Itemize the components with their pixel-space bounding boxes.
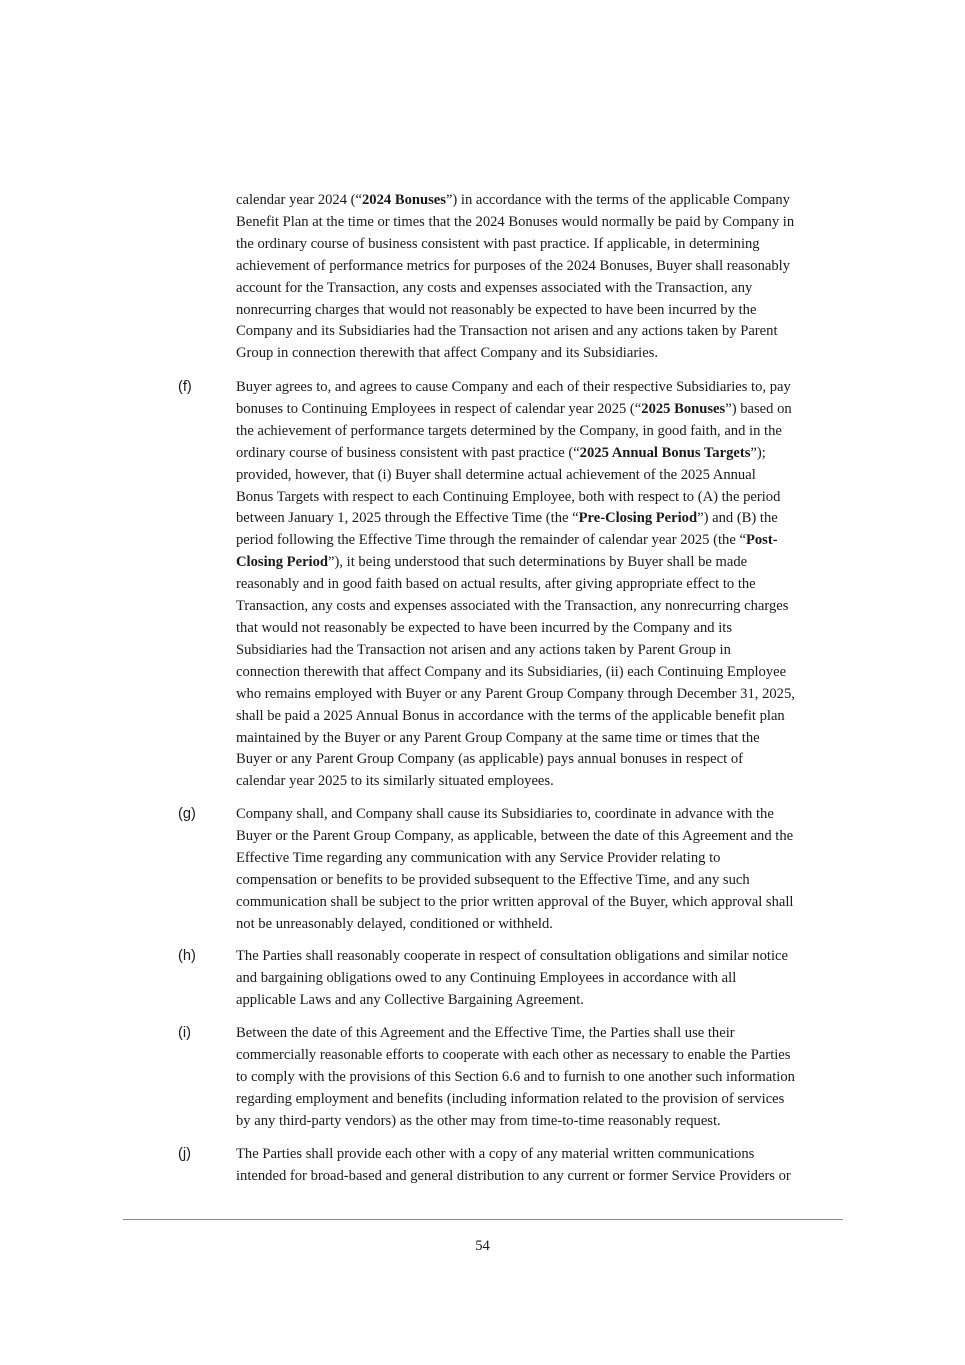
text-run: regarding employment and benefits (including information related to the provision of services xyxy=(236,1090,785,1107)
text-line xyxy=(236,465,842,487)
text-run: account for the Transaction, any costs and expenses associated with the Transaction, any xyxy=(236,279,753,296)
defined-term: Pre-Closing Period xyxy=(578,510,698,527)
text-run: Company shall, and Company shall cause its Subsidiaries to, coordinate in advance with the xyxy=(236,806,774,822)
text-run: The Parties shall reasonably cooperate in respect of consultation obligations and similar notice xyxy=(236,948,788,964)
text-run: Bonus Targets with respect to each Continuing Employee, both with respect to (A) the period xyxy=(236,488,781,505)
text-run: ”), it being understood that such determinations by Buyer shall be made xyxy=(328,554,748,571)
clause-h-text xyxy=(236,946,842,1012)
text-run: the achievement of performance targets determined by the Company, in good faith, and in the xyxy=(236,422,782,439)
text-line xyxy=(236,640,842,662)
text-line xyxy=(236,343,842,365)
text-line xyxy=(236,377,842,399)
defined-term: Closing Period xyxy=(236,554,329,571)
clause-label-g: (g) xyxy=(178,806,196,822)
text-run: to comply with the provisions of this Section 6.6 and to furnish to one another such information xyxy=(236,1068,795,1085)
defined-term: 2024 Bonuses xyxy=(362,192,446,208)
text-run: The Parties shall provide each other with a copy of any material written communications xyxy=(236,1146,755,1162)
text-line xyxy=(236,530,842,552)
text-run: Company and its Subsidiaries had the Transaction not arisen and any actions taken by Parent xyxy=(236,323,778,340)
text-line xyxy=(236,870,842,892)
text-line xyxy=(236,968,842,990)
text-run: shall be paid a 2025 Annual Bonus in accordance with the terms of the applicable benefit plan xyxy=(236,707,785,724)
footer-divider xyxy=(123,1219,843,1220)
text-line xyxy=(236,508,842,530)
text-run: ”) based on xyxy=(725,400,792,417)
text-run: Effective Time regarding any communication with any Service Provider relating to xyxy=(236,849,721,866)
text-line xyxy=(236,190,842,212)
text-line xyxy=(236,728,842,750)
text-line xyxy=(236,278,842,300)
clause-label-j: (j) xyxy=(178,1146,191,1162)
text-line xyxy=(236,234,842,256)
text-run: communication shall be subject to the prior written approval of the Buyer, which approval shall xyxy=(236,893,794,910)
text-run: reasonably and in good faith based on actual results, after giving appropriate effect to the xyxy=(236,576,756,593)
text-run: Subsidiaries had the Transaction not arisen and any actions taken by Parent Group in xyxy=(236,641,731,658)
text-run: intended for broad-based and general distribution to any current or former Service Providers or xyxy=(236,1167,791,1184)
text-run: Group in connection therewith that affect Company and its Subsidiaries. xyxy=(236,345,659,362)
text-run: Buyer agrees to, and agrees to cause Company and each of their respective Subsidiaries to, pay xyxy=(236,379,791,395)
text-run: applicable Laws and any Collective Bargaining Agreement. xyxy=(236,991,584,1008)
text-run: Benefit Plan at the time or times that the 2024 Bonuses would normally be paid by Company in xyxy=(236,213,795,230)
text-line xyxy=(236,300,842,322)
text-run: ”) and (B) the xyxy=(697,510,778,527)
text-line xyxy=(236,321,842,343)
text-line xyxy=(236,256,842,278)
text-line xyxy=(236,574,842,596)
clause-label-f: (f) xyxy=(178,379,192,395)
text-line xyxy=(236,1045,842,1067)
text-run: Buyer or the Parent Group Company, as applicable, between the date of this Agreement and the xyxy=(236,827,794,844)
text-line xyxy=(236,990,842,1012)
text-run: provided, however, that (i) Buyer shall determine actual achievement of the 2025 Annual xyxy=(236,466,756,483)
text-run: ordinary course of business consistent with past practice (“ xyxy=(236,444,580,461)
text-run: achievement of performance metrics for purposes of the 2024 Bonuses, Buyer shall reasonably xyxy=(236,257,790,274)
continued-paragraph xyxy=(236,190,842,365)
text-line xyxy=(236,399,842,421)
text-run: Between the date of this Agreement and the Effective Time, the Parties shall use their xyxy=(236,1025,735,1041)
text-line xyxy=(236,826,842,848)
clause-i-text xyxy=(236,1023,842,1133)
text-line xyxy=(236,443,842,465)
text-run: calendar year 2024 (“ xyxy=(236,192,362,208)
text-line xyxy=(236,771,842,793)
text-run: not be unreasonably delayed, conditioned or withheld. xyxy=(236,915,553,932)
text-line xyxy=(236,421,842,443)
defined-term: 2025 Annual Bonus Targets xyxy=(579,444,751,461)
text-line xyxy=(236,1166,842,1188)
text-line xyxy=(236,914,842,936)
text-run: ”) in accordance with the terms of the applicable Company xyxy=(445,192,790,208)
text-line xyxy=(236,552,842,574)
text-run: compensation or benefits to be provided subsequent to the Effective Time, and any such xyxy=(236,871,750,888)
text-run: ”); xyxy=(750,444,766,461)
text-line xyxy=(236,706,842,728)
text-run: Buyer or any Parent Group Company (as applicable) pays annual bonuses in respect of xyxy=(236,751,743,768)
page-number: 54 xyxy=(475,1238,490,1254)
text-line xyxy=(236,684,842,706)
text-line xyxy=(236,892,842,914)
text-line xyxy=(236,596,842,618)
clause-label-h: (h) xyxy=(178,948,196,964)
text-line xyxy=(236,662,842,684)
clause-label-i: (i) xyxy=(178,1025,191,1041)
text-run: between January 1, 2025 through the Effective Time (the “ xyxy=(236,510,579,527)
text-line xyxy=(236,1023,842,1045)
clause-g-text xyxy=(236,804,842,935)
clause-j-text xyxy=(236,1144,842,1188)
text-run: nonrecurring charges that would not reasonably be expected to have been incurred by the xyxy=(236,301,757,318)
text-line xyxy=(236,1144,842,1166)
text-line xyxy=(236,1089,842,1111)
text-line xyxy=(236,1111,842,1133)
text-line xyxy=(236,618,842,640)
text-run: calendar year 2025 to its similarly situated employees. xyxy=(236,773,554,790)
text-run: maintained by the Buyer or any Parent Group Company at the same time or times that the xyxy=(236,729,760,746)
text-run: bonuses to Continuing Employees in respect of calendar year 2025 (“ xyxy=(236,400,642,417)
text-line xyxy=(236,212,842,234)
text-run: connection therewith that affect Company and its Subsidiaries, (ii) each Continuing Employee xyxy=(236,663,787,680)
defined-term: 2025 Bonuses xyxy=(641,400,726,417)
text-run: Transaction, any costs and expenses associated with the Transaction, any nonrecurring charges xyxy=(236,598,789,615)
text-line xyxy=(236,749,842,771)
text-run: who remains employed with Buyer or any Parent Group Company through December 31, 2025, xyxy=(236,685,795,702)
text-line xyxy=(236,848,842,870)
text-run: by any third-party vendors) as the other may from time-to-time reasonably request. xyxy=(236,1112,721,1129)
text-run: period following the Effective Time through the remainder of calendar year 2025 (the “ xyxy=(236,532,746,549)
text-line xyxy=(236,487,842,509)
clause-f-text xyxy=(236,377,842,793)
text-run: the ordinary course of business consistent with past practice. If applicable, in determining xyxy=(236,235,760,252)
text-run: and bargaining obligations owed to any Continuing Employees in accordance with all xyxy=(236,969,737,986)
text-line xyxy=(236,1067,842,1089)
text-line xyxy=(236,804,842,826)
defined-term: Post- xyxy=(745,532,778,549)
text-line xyxy=(236,946,842,968)
text-run: commercially reasonable efforts to cooperate with each other as necessary to enable the Parties xyxy=(236,1046,791,1063)
text-run: that would not reasonably be expected to have been incurred by the Company and its xyxy=(236,619,733,636)
